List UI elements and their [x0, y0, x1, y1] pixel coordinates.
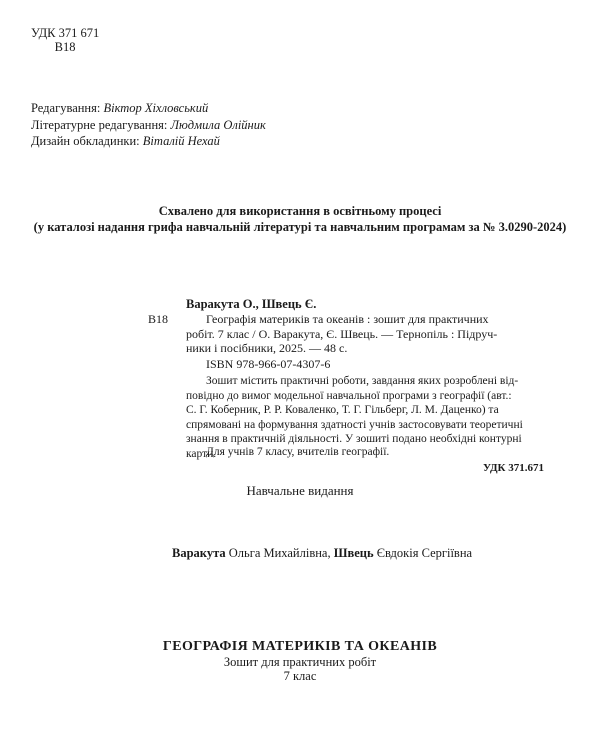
author-1-surname: Варакута	[172, 546, 226, 560]
annotation-line: повідно до вимог модельної навчальної програми з географії (авт.:	[186, 389, 512, 402]
credits-block	[31, 100, 266, 150]
credit-name: Віктор Хіхловський	[103, 101, 209, 115]
credit-literary-editor	[31, 117, 266, 134]
catalog-code: В18	[148, 312, 169, 326]
edition-type: Навчальне видання	[246, 483, 354, 498]
credit-name: Людмила Олійник	[170, 117, 266, 132]
catalog-description	[186, 312, 562, 356]
annotation-line: спрямовані на формування здатності учнів застосовувати теоретичні	[186, 418, 523, 431]
catalog-udc: УДК 371.671	[483, 462, 545, 474]
annotation-line: С. Г. Коберник, Р. Р. Коваленко, Т. Г. Гільберг, Л. М. Даценко) та	[186, 404, 499, 416]
credit-name: Віталій Нехай	[142, 134, 220, 148]
catalog-authors: Варакута О., Швець Є.	[186, 297, 317, 311]
credit-editor	[31, 100, 266, 117]
author-2-names: Євдокія Сергіївна	[373, 546, 473, 560]
credit-role: Дизайн обкладинки:	[31, 134, 143, 148]
credit-role: Літературне редагування:	[31, 117, 171, 132]
title-block	[0, 639, 600, 683]
book-title: ГЕОГРАФІЯ МАТЕРИКІВ ТА ОКЕАНІВ	[162, 639, 438, 654]
annotation-line: знання в практичній діяльності. У зошиті подано необхідні контурні	[186, 433, 522, 445]
annotation-line: Зошит містить практичні роботи, завдання яких розроблені від-	[206, 375, 519, 387]
udc-number: УДК 371 671	[31, 26, 100, 40]
approval-line-1: Схвалено для використання в освітньому процесі	[158, 204, 442, 218]
isbn: ISBN 978-966-07-4307-6	[206, 357, 331, 371]
author-2-surname: Швець	[333, 546, 374, 560]
author-1-names: Ольга Михайлівна,	[225, 546, 334, 560]
approval-line-2: (у каталозі надання грифа навчальній літературі та навчальним програмам за № 3.0290-2024)	[33, 220, 567, 234]
description-line: ники і посібники, 2025. — 48 с.	[186, 341, 348, 355]
approval-notice	[0, 203, 600, 235]
library-code: В18	[54, 40, 76, 54]
book-grade: 7 клас	[283, 669, 317, 683]
credit-role: Редагування:	[31, 101, 104, 115]
description-line: Географія материків та океанів : зошит для практичних	[206, 312, 489, 326]
description-line: робіт. 7 клас / О. Варакута, Є. Швець. — Тернопіль : Підруч-	[186, 326, 498, 341]
credit-cover-designer	[31, 133, 266, 150]
annotation-line: карти.	[186, 447, 217, 460]
target-audience: Для учнів 7 класу, вчителів географії.	[206, 446, 390, 458]
authors-full-names	[172, 546, 472, 561]
book-subtitle: Зошит для практичних робіт	[223, 655, 377, 669]
udc-header	[31, 26, 99, 54]
